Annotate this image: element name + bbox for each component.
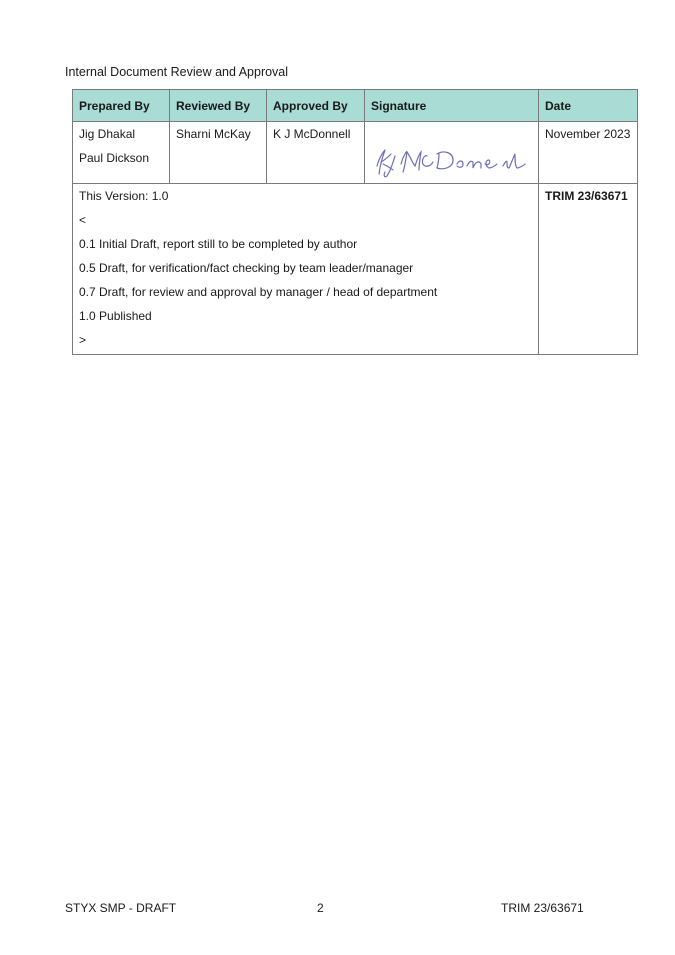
- approved-by-cell: [267, 122, 365, 184]
- prepared-by-name: Jig Dhakal: [79, 127, 136, 141]
- footer-page-number: 2: [317, 901, 324, 915]
- version-row: [73, 184, 638, 355]
- prepared-by-cell: [73, 122, 170, 184]
- header-reviewed-by: Reviewed By: [170, 90, 267, 122]
- version-history-cell: [73, 184, 539, 355]
- footer-trim-reference: TRIM 23/63671: [501, 901, 584, 915]
- prepared-by-name: Paul Dickson: [79, 151, 150, 165]
- handwritten-signature: [373, 144, 529, 180]
- version-line: <: [79, 213, 87, 227]
- reviewed-by-name: Sharni McKay: [176, 127, 251, 141]
- header-approved-by: Approved By: [267, 90, 365, 122]
- version-line: 0.5 Draft, for verification/fact checking by team leader/manager: [79, 261, 414, 275]
- version-line: 0.7 Draft, for review and approval by manager / head of department: [79, 285, 438, 299]
- table-row: [73, 122, 638, 184]
- version-line: This Version: 1.0: [79, 189, 169, 203]
- signature-cell: [365, 122, 539, 184]
- version-line: >: [79, 333, 87, 347]
- table-header-row: [73, 90, 638, 122]
- trim-ref-cell: [539, 184, 638, 355]
- reviewed-by-cell: [170, 122, 267, 184]
- footer-document-title: STYX SMP - DRAFT: [65, 901, 177, 915]
- trim-reference: TRIM 23/63671: [545, 189, 628, 203]
- approved-by-name: K J McDonnell: [273, 127, 351, 141]
- approval-date: November 2023: [545, 127, 631, 141]
- version-line: 1.0 Published: [79, 309, 152, 323]
- header-date: Date: [539, 90, 638, 122]
- version-line: 0.1 Initial Draft, report still to be completed by author: [79, 237, 358, 251]
- approval-table: [72, 89, 638, 355]
- header-prepared-by: Prepared By: [73, 90, 170, 122]
- date-cell: [539, 122, 638, 184]
- header-signature: Signature: [365, 90, 539, 122]
- section-title: Internal Document Review and Approval: [65, 65, 289, 79]
